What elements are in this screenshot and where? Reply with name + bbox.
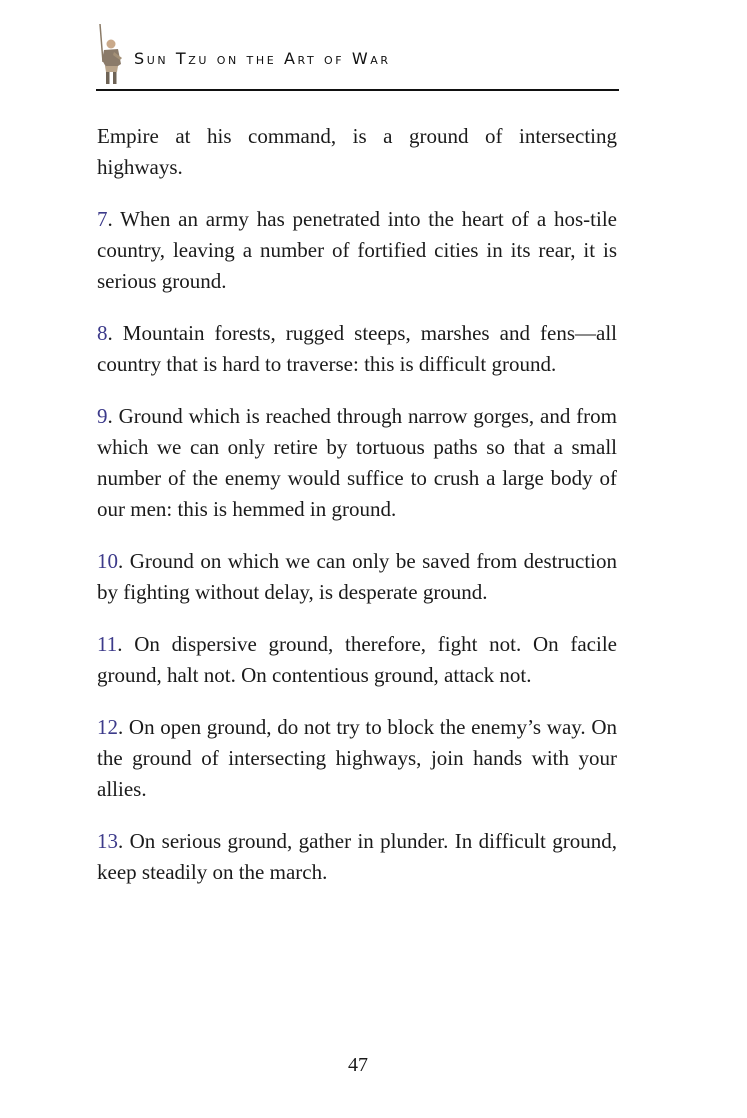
paragraph: [97, 546, 617, 608]
paragraph: [97, 826, 617, 888]
page-number: 47: [348, 1054, 368, 1076]
paragraph: [97, 712, 617, 805]
paragraph: [97, 318, 617, 380]
paragraph-text: Mountain forests, rugged steeps, marshes and fens—all country that is hard to traverse: this is difficult ground.: [97, 321, 617, 376]
warrior-figure-icon: [94, 22, 124, 86]
verse-number: 13: [97, 829, 118, 853]
verse-number: 9: [97, 404, 108, 428]
paragraph-text: Ground which is reached through narrow gorges, and from which we can only retire by tortuous paths so that a small number of the enemy would suffice to crush a large body of our men: this is hemmed in ground.: [97, 404, 617, 521]
running-header-title: Sun Tzu on the Art of War: [134, 49, 391, 68]
paragraph: [97, 121, 617, 183]
paragraph-text: Empire at his command, is a ground of intersecting highways.: [97, 124, 617, 179]
page-body: [97, 121, 617, 909]
verse-number-period: .: [107, 207, 113, 231]
verse-number: 10: [97, 549, 118, 573]
verse-number-period: .: [107, 321, 113, 345]
paragraph-text: On serious ground, gather in plunder. In difficult ground, keep steadily on the march.: [97, 829, 617, 884]
verse-number: 12: [97, 715, 118, 739]
verse-number: 7: [97, 207, 108, 231]
paragraph: [97, 629, 617, 691]
paragraph: [97, 401, 617, 525]
paragraph-text: When an army has penetrated into the heart of a hos-tile country, leaving a number of fortified cities in its rear, it is serious ground.: [97, 207, 617, 293]
verse-number-period: .: [118, 715, 124, 739]
paragraph-text: Ground on which we can only be saved from destruction by fighting without delay, is desperate ground.: [97, 549, 617, 604]
page-header: [92, 22, 619, 92]
paragraph-text: On dispersive ground, therefore, fight not. On facile ground, halt not. On contentious ground, attack not.: [97, 632, 617, 687]
verse-number-period: .: [118, 549, 124, 573]
header-rule: [96, 89, 619, 91]
verse-number-period: .: [118, 829, 124, 853]
verse-number: 11: [97, 632, 118, 656]
verse-number-period: .: [107, 404, 113, 428]
verse-number-period: .: [117, 632, 123, 656]
paragraph: [97, 204, 617, 297]
verse-number: 8: [97, 321, 108, 345]
paragraph-text: On open ground, do not try to block the enemy’s way. On the ground of intersecting highways, join hands with your allies.: [97, 715, 617, 801]
